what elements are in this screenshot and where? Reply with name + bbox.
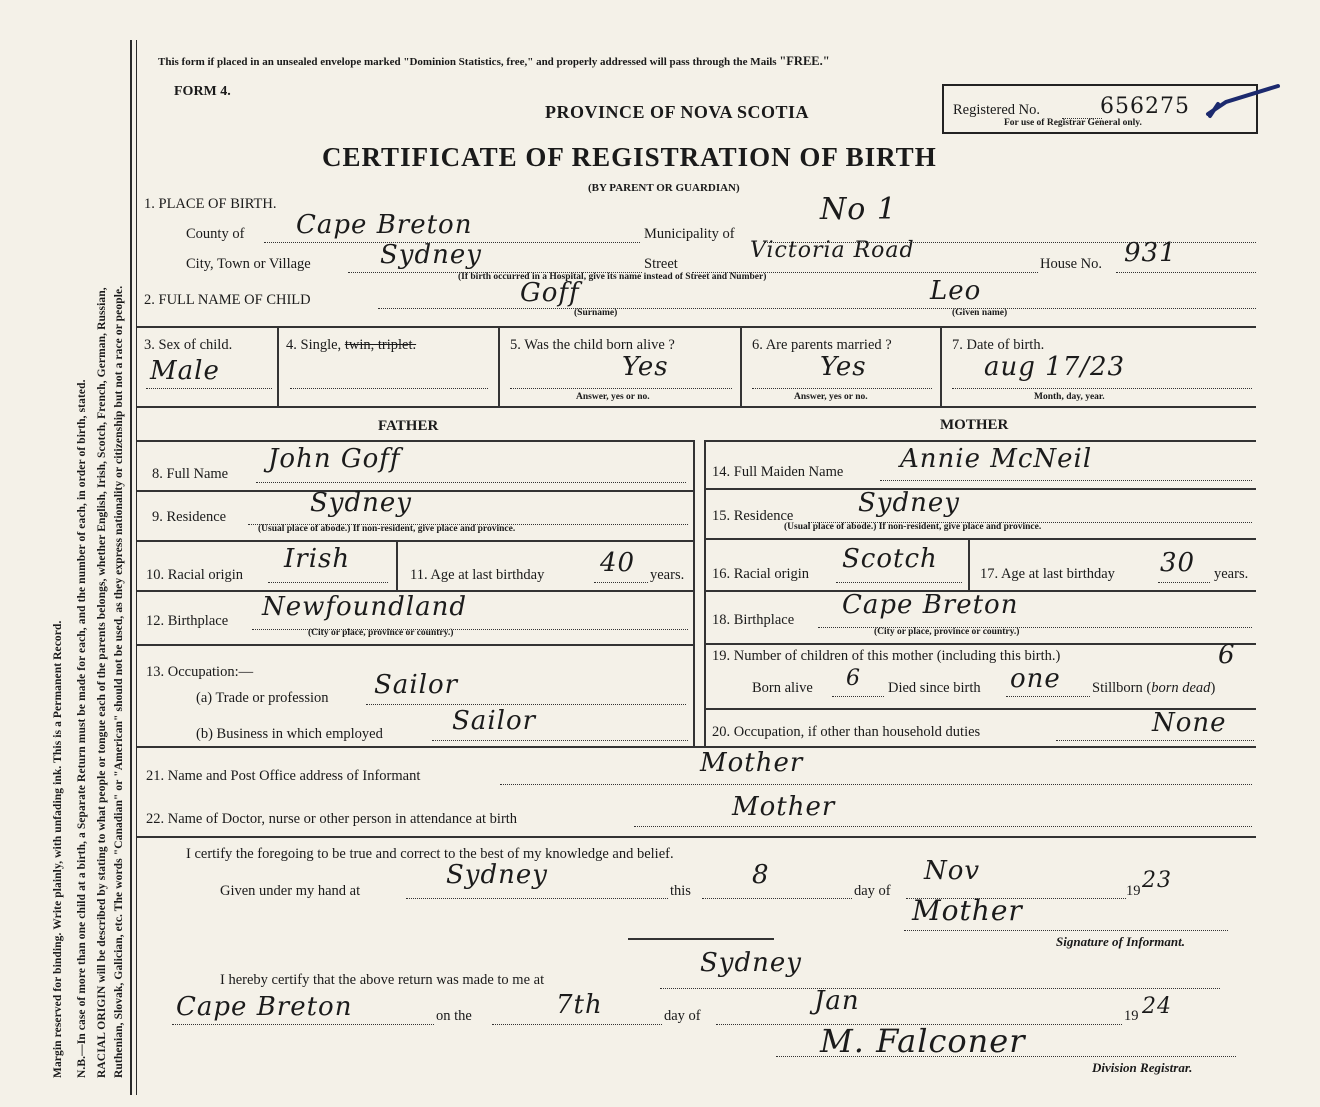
form-number: FORM 4.	[174, 84, 231, 99]
father-racial-value: Irish	[284, 544, 351, 574]
registrar-day-of-label: day of	[664, 1008, 701, 1024]
father-birthplace-label: 12. Birthplace	[146, 613, 229, 629]
father-age-value: 40	[600, 548, 636, 578]
child-surname: Goff	[520, 278, 580, 308]
father-name-label: 8. Full Name	[152, 466, 229, 482]
registrar-statement: I hereby certify that the above return was made to me at	[220, 972, 545, 988]
day-of-label: day of	[854, 883, 891, 899]
city-label: City, Town or Village	[186, 256, 311, 272]
parents-married-caption: Answer, yes or no.	[794, 392, 868, 402]
mother-birthplace-label: 18. Birthplace	[712, 612, 795, 628]
children-count-label: 19. Number of children of this mother (including this birth.)	[712, 648, 1061, 664]
father-heading: FATHER	[378, 418, 439, 434]
street-label: Street	[644, 256, 678, 272]
place-of-birth-heading: 1. PLACE OF BIRTH.	[144, 196, 277, 212]
city-value: Sydney	[380, 240, 482, 270]
registrar-month: Jan	[814, 986, 860, 1016]
plurality-label: 4. Single, twin, triplet.	[286, 337, 417, 353]
cert-day: 8	[752, 860, 770, 890]
cert-month: Nov	[924, 856, 981, 886]
given-caption: (Given name)	[952, 308, 1008, 318]
margin-rule	[130, 40, 132, 1095]
certificate-subtitle: (BY PARENT OR GUARDIAN)	[588, 182, 740, 194]
mother-birthplace-value: Cape Breton	[842, 590, 1019, 620]
cert-year: 23	[1142, 868, 1172, 893]
father-residence-caption: (Usual place of abode.) If non-resident, give place and province.	[258, 524, 516, 534]
father-residence-value: Sydney	[310, 488, 412, 518]
street-value: Victoria Road	[750, 238, 915, 263]
mother-residence-label: 15. Residence	[712, 508, 794, 524]
mother-name-label: 14. Full Maiden Name	[712, 464, 844, 480]
mother-occupation-value: None	[1152, 708, 1227, 738]
mother-residence-caption: (Usual place of abode.) If non-resident, give place and province.	[784, 522, 1042, 532]
county-label: County of	[186, 226, 245, 242]
surname-caption: (Surname)	[574, 308, 618, 318]
born-alive-label: 5. Was the child born alive ?	[510, 337, 675, 353]
informant-signature-caption: Signature of Informant.	[1056, 934, 1185, 949]
on-the-label: on the	[436, 1008, 472, 1024]
racial-note-2: Ruthenian, Slovak, Galician, etc. The words "Canadian" or "American" should not be used, as they express nationality or citizenship but not a race or people.	[113, 285, 125, 1078]
parents-married-label: 6. Are parents married ?	[752, 337, 892, 353]
mother-age-value: 30	[1160, 548, 1196, 578]
margin-rule-thin	[136, 40, 137, 1095]
doctor-value: Mother	[732, 792, 836, 822]
father-age-unit: years.	[650, 567, 685, 583]
mother-racial-value: Scotch	[842, 544, 938, 574]
binding-note: Margin reserved for binding. Write plainly, with unfading ink. This is a Permanent Record.	[52, 620, 64, 1078]
mother-age-unit: years.	[1214, 566, 1249, 582]
given-place: Sydney	[446, 860, 548, 890]
hospital-note: (If birth occurred in a Hospital, give its name instead of Street and Number)	[458, 272, 767, 282]
registrar-day: 7th	[556, 990, 603, 1020]
nb-note: N.B.—In case of more than one child at a birth, a Separate Return must be made for each, and the number of each, in order of birth, stated.	[76, 379, 88, 1078]
binding-margin	[0, 0, 132, 1107]
children-count-value: 6	[1218, 640, 1236, 670]
sex-label: 3. Sex of child.	[144, 337, 233, 353]
county-value: Cape Breton	[296, 210, 473, 240]
stillborn-label: Stillborn (born dead)	[1092, 680, 1216, 696]
registrar-signature: M. Falconer	[820, 1022, 1026, 1060]
registrar-note: For use of Registrar General only.	[1004, 118, 1142, 128]
mother-occupation-label: 20. Occupation, if other than household duties	[712, 724, 981, 740]
mother-heading: MOTHER	[940, 417, 1009, 433]
born-alive-count-label: Born alive	[752, 680, 813, 696]
check-mark-icon	[1204, 80, 1286, 122]
mother-age-label: 17. Age at last birthday	[980, 566, 1115, 582]
mother-name-value: Annie McNeil	[900, 444, 1093, 474]
registrar-year-prefix: 19	[1124, 1008, 1139, 1024]
died-value: one	[1010, 664, 1061, 694]
municipality-label: Municipality of	[644, 226, 735, 242]
child-name-label: 2. FULL NAME OF CHILD	[144, 292, 311, 308]
business-value: Sailor	[452, 706, 537, 736]
trade-value: Sailor	[374, 670, 459, 700]
born-alive-count-value: 6	[846, 666, 861, 691]
parents-married-value: Yes	[820, 352, 867, 382]
certification-statement: I certify the foregoing to be true and correct to the best of my knowledge and belief.	[186, 846, 674, 862]
mail-notice: This form if placed in an unsealed envelope marked "Dominion Statistics, free," and properly addressed will pass through the Mails "FREE."	[158, 54, 830, 68]
mother-residence-value: Sydney	[858, 488, 960, 518]
registrar-caption: Division Registrar.	[1092, 1060, 1193, 1075]
mother-birthplace-caption: (City or place, province or country.)	[874, 627, 1020, 637]
trade-label: (a) Trade or profession	[196, 690, 329, 706]
mother-racial-label: 16. Racial origin	[712, 566, 810, 582]
informant-label: 21. Name and Post Office address of Informant	[146, 768, 421, 784]
registrar-place: Sydney	[700, 948, 802, 978]
dob-label: 7. Date of birth.	[952, 337, 1045, 353]
sex-value: Male	[150, 356, 220, 386]
informant-value: Mother	[700, 748, 804, 778]
born-alive-caption: Answer, yes or no.	[576, 392, 650, 402]
dob-value: aug 17/23	[984, 352, 1126, 382]
father-racial-label: 10. Racial origin	[146, 567, 244, 583]
business-label: (b) Business in which employed	[196, 726, 383, 742]
doctor-label: 22. Name of Doctor, nurse or other person in attendance at birth	[146, 811, 518, 827]
registrar-year: 24	[1142, 994, 1172, 1019]
born-alive-value: Yes	[622, 352, 669, 382]
house-label: House No.	[1040, 256, 1103, 272]
father-residence-label: 9. Residence	[152, 509, 227, 525]
dob-caption: Month, day, year.	[1034, 392, 1105, 402]
registered-number: 656275	[1100, 94, 1190, 119]
father-birthplace-value: Newfoundland	[262, 592, 468, 622]
registrar-county: Cape Breton	[176, 992, 353, 1022]
died-label: Died since birth	[888, 680, 981, 696]
registered-label: Registered No.	[953, 102, 1040, 118]
informant-signature: Mother	[912, 894, 1023, 927]
house-value: 931	[1124, 238, 1177, 268]
cert-year-prefix: 19	[1126, 883, 1141, 899]
child-given-name: Leo	[930, 276, 982, 306]
municipality-value: No 1	[820, 192, 897, 227]
given-label: Given under my hand at	[220, 883, 361, 899]
father-occupation-label: 13. Occupation:—	[146, 664, 254, 680]
father-name-value: John Goff	[268, 444, 401, 474]
this-label: this	[670, 883, 691, 899]
province-heading: PROVINCE OF NOVA SCOTIA	[545, 102, 810, 122]
certificate-title: CERTIFICATE OF REGISTRATION OF BIRTH	[322, 142, 937, 172]
father-age-label: 11. Age at last birthday	[410, 567, 545, 583]
father-birthplace-caption: (City or place, province or country.)	[308, 628, 454, 638]
racial-note-1: RACIAL ORIGIN will be described by stating to what people or tongue each of the parents belongs, whether English, Irish, Scotch, French, German, Russian,	[96, 287, 108, 1078]
